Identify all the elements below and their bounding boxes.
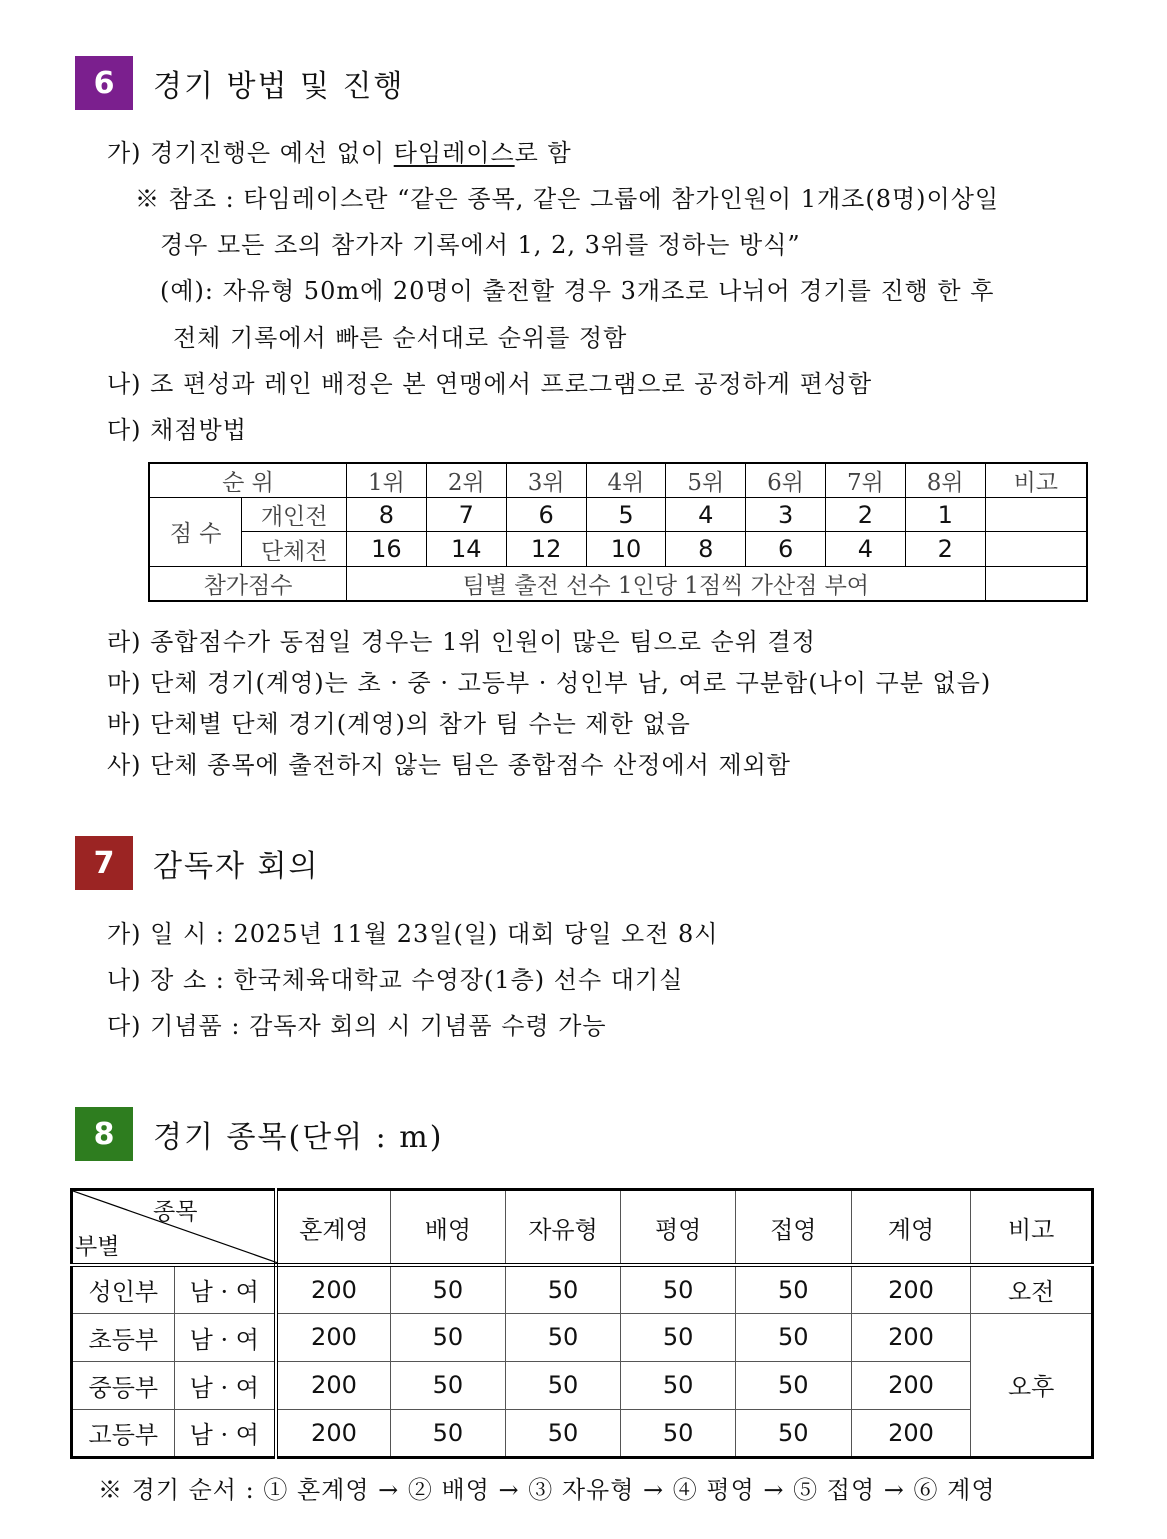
participation-text: 팀별 출전 선수 1인당 1점씩 가산점 부여: [347, 566, 986, 601]
item-da-scoring: 다) 채점방법: [107, 416, 247, 444]
event-header: 자유형: [505, 1190, 621, 1266]
table-row: [72, 1409, 1093, 1457]
individual-score: 4: [666, 498, 746, 532]
gender-cell: 남 · 여: [174, 1313, 276, 1361]
event-header: 접영: [735, 1190, 851, 1266]
distance-cell: 200: [276, 1313, 391, 1361]
event-order-note: ※ 경기 순서 : ① 혼계영 → ② 배영 → ③ 자유형 → ④ 평영 → ⑤ 접영 → ⑥ 계영: [98, 1476, 996, 1504]
table-row: [72, 1361, 1093, 1409]
remark-cell: [985, 498, 1087, 532]
corner-bottom-label: 부별: [75, 1234, 120, 1260]
underlined-term: 타임레이스: [393, 139, 515, 167]
section-8-title: 경기 종목(단위 : m): [153, 1120, 444, 1155]
example-line-2: 전체 기록에서 빠른 순서대로 순위를 정함: [173, 324, 628, 352]
score-label: 점 수: [149, 498, 242, 566]
remark-header: 비고: [971, 1190, 1093, 1266]
participation-row: [149, 566, 1087, 601]
team-score: 8: [666, 532, 746, 566]
team-label: 단체전: [242, 532, 347, 566]
team-row: [149, 532, 1087, 566]
distance-cell: 50: [735, 1361, 851, 1409]
distance-cell: 50: [505, 1361, 621, 1409]
distance-cell: 50: [621, 1265, 736, 1313]
distance-cell: 50: [391, 1313, 506, 1361]
division-cell: 초등부: [72, 1313, 175, 1361]
team-score: 2: [905, 532, 985, 566]
rank-cell: 3위: [506, 463, 586, 498]
team-score: 4: [826, 532, 906, 566]
team-score: 10: [586, 532, 666, 566]
rank-cell: 1위: [347, 463, 427, 498]
section-7-title: 감독자 회의: [153, 849, 320, 884]
distance-cell: 50: [391, 1361, 506, 1409]
section-8-number: 8: [75, 1107, 133, 1161]
rank-label: 순 위: [149, 463, 347, 498]
event-header: 배영: [391, 1190, 506, 1266]
distance-cell: 50: [505, 1265, 621, 1313]
individual-score: 6: [506, 498, 586, 532]
distance-cell: 200: [851, 1313, 971, 1361]
distance-cell: 200: [276, 1361, 391, 1409]
distance-cell: 50: [391, 1265, 506, 1313]
meeting-place: 나) 장 소 : 한국체육대학교 수영장(1층) 선수 대기실: [107, 966, 684, 994]
team-score: 14: [426, 532, 506, 566]
item-ga-time-race: 가) 경기진행은 예선 없이 타임레이스로 함: [107, 139, 572, 167]
remark-afternoon: 오후: [971, 1313, 1093, 1457]
division-cell: 중등부: [72, 1361, 175, 1409]
individual-row: [149, 498, 1087, 532]
individual-score: 8: [347, 498, 427, 532]
distance-cell: 200: [851, 1361, 971, 1409]
meeting-souvenir: 다) 기념품 : 감독자 회의 시 기념품 수령 가능: [107, 1012, 607, 1040]
rank-cell: 2위: [426, 463, 506, 498]
remark-header: 비고: [985, 463, 1087, 498]
distance-cell: 50: [621, 1409, 736, 1457]
individual-score: 5: [586, 498, 666, 532]
section-6-number: 6: [75, 56, 133, 110]
table-row: [72, 1265, 1093, 1313]
rank-cell: 7위: [826, 463, 906, 498]
team-score: 12: [506, 532, 586, 566]
events-table: [70, 1188, 1094, 1459]
section-8-header: [75, 1107, 443, 1161]
event-header: 계영: [851, 1190, 971, 1266]
individual-score: 3: [746, 498, 826, 532]
distance-cell: 200: [851, 1265, 971, 1313]
rank-cell: 4위: [586, 463, 666, 498]
distance-cell: 50: [505, 1313, 621, 1361]
division-cell: 성인부: [72, 1265, 175, 1313]
remark-morning: 오전: [971, 1265, 1093, 1313]
event-header: 혼계영: [276, 1190, 391, 1266]
distance-cell: 50: [621, 1313, 736, 1361]
example-line-1: (예): 자유형 50m에 20명이 출전할 경우 3개조로 나뉘어 경기를 진행 한 후: [160, 277, 995, 305]
distance-cell: 50: [735, 1313, 851, 1361]
distance-cell: 50: [735, 1409, 851, 1457]
distance-cell: 200: [276, 1409, 391, 1457]
team-score: 16: [347, 532, 427, 566]
distance-cell: 200: [851, 1409, 971, 1457]
distance-cell: 50: [391, 1409, 506, 1457]
individual-score: 1: [905, 498, 985, 532]
note-line-1: ※ 참조 : 타임레이스란 “같은 종목, 같은 그룹에 참가인원이 1개조(8명)이상일: [135, 185, 1000, 213]
team-score: 6: [746, 532, 826, 566]
item-ra-tie: 라) 종합점수가 동점일 경우는 1위 인원이 많은 팀으로 순위 결정: [107, 628, 816, 656]
distance-cell: 200: [276, 1265, 391, 1313]
distance-cell: 50: [505, 1409, 621, 1457]
item-sa-exclusion: 사) 단체 종목에 출전하지 않는 팀은 종합점수 산정에서 제외함: [107, 751, 791, 779]
gender-cell: 남 · 여: [174, 1409, 276, 1457]
section-6-title: 경기 방법 및 진행: [153, 69, 405, 104]
section-7-header: [75, 836, 319, 890]
note-line-2: 경우 모든 조의 참가자 기록에서 1, 2, 3위를 정하는 방식”: [160, 231, 801, 259]
remark-cell: [985, 532, 1087, 566]
distance-cell: 50: [735, 1265, 851, 1313]
rank-row: [149, 463, 1087, 498]
item-na-heats: 나) 조 편성과 레인 배정은 본 연맹에서 프로그램으로 공정하게 편성함: [107, 370, 873, 398]
remark-cell: [985, 566, 1087, 601]
rank-cell: 6위: [746, 463, 826, 498]
events-header-row: [72, 1190, 1093, 1266]
scoring-table: [148, 462, 1088, 602]
gender-cell: 남 · 여: [174, 1361, 276, 1409]
item-ba-teams: 바) 단체별 단체 경기(계영)의 참가 팀 수는 제한 없음: [107, 710, 691, 738]
corner-top-label: 종목: [153, 1199, 198, 1225]
corner-cell: [72, 1190, 276, 1266]
individual-score: 7: [426, 498, 506, 532]
section-7-number: 7: [75, 836, 133, 890]
distance-cell: 50: [621, 1361, 736, 1409]
individual-score: 2: [826, 498, 906, 532]
rank-cell: 5위: [666, 463, 746, 498]
division-cell: 고등부: [72, 1409, 175, 1457]
individual-label: 개인전: [242, 498, 347, 532]
participation-label: 참가점수: [149, 566, 347, 601]
meeting-time: 가) 일 시 : 2025년 11월 23일(일) 대회 당일 오전 8시: [107, 920, 719, 948]
gender-cell: 남 · 여: [174, 1265, 276, 1313]
event-header: 평영: [621, 1190, 736, 1266]
rank-cell: 8위: [905, 463, 985, 498]
item-ma-relay: 마) 단체 경기(계영)는 초 · 중 · 고등부 · 성인부 남, 여로 구분함(나이 구분 없음): [107, 669, 992, 697]
section-6-header: [75, 56, 404, 110]
table-row: [72, 1313, 1093, 1361]
